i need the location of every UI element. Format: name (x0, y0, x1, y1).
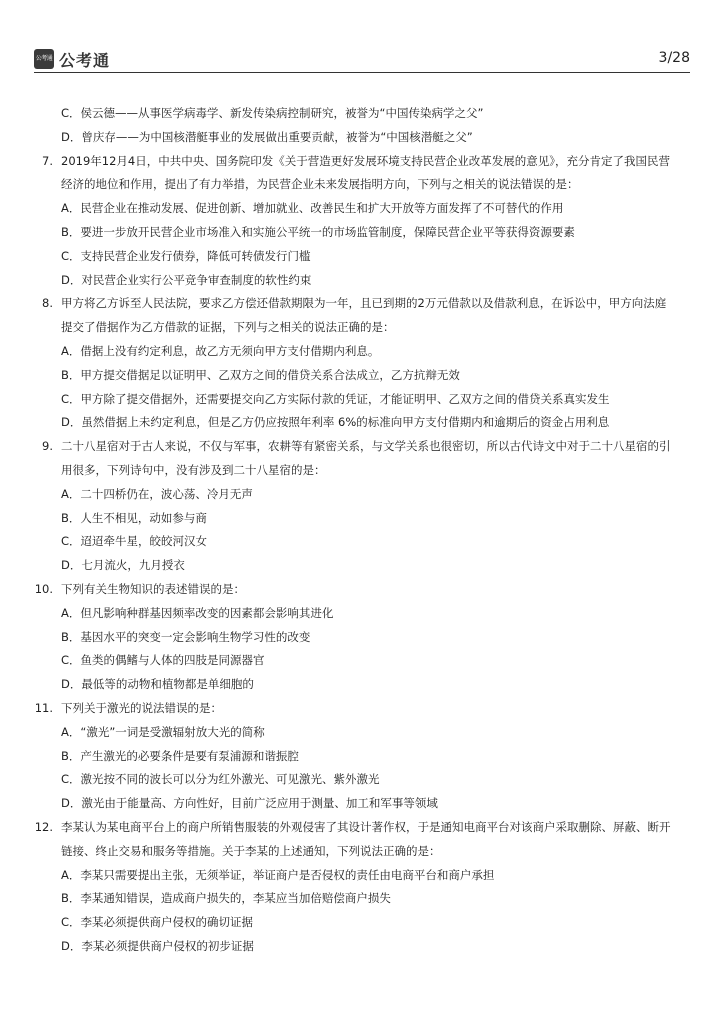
question-text: 用很多，下列诗句中，没有涉及到二十八星宿的是： (61, 462, 326, 477)
question-text: 链接、终止交易和服务等措施。关于李某的上述通知，下列说法正确的是： (61, 843, 441, 858)
option-b: B．基因水平的突变一定会影响生物学习性的改变 (61, 629, 311, 644)
question-10-stem (34, 578, 696, 602)
option-d: D．激光由于能量高、方向性好，目前广泛应用于测量、加工和军事等领域 (61, 796, 438, 811)
option-c: C．迢迢牵牛星，皎皎河汉女 (61, 534, 208, 549)
header-divider (34, 72, 690, 73)
option-a: A．李某只需要提出主张，无须举证，举证商户是否侵权的责任由电商平台和商户承担 (61, 867, 495, 882)
question-text: 二十八星宿对于古人来说，不仅与军事，农耕等有紧密关系，与文学关系也很密切，所以古代诗文中对于二十八星宿的引 (61, 439, 671, 454)
question-number: 7. (42, 153, 53, 168)
logo-text: 公考通 (59, 50, 111, 70)
option-c: C．李某必须提供商户侵权的确切证据 (61, 915, 254, 930)
option-c: C．激光按不同的波长可以分为红外激光、可见激光、紫外激光 (61, 772, 380, 787)
question-text: 经济的地位和作用，提出了有力举措，为民营企业未来发展指明方向，下列与之相关的说法错误的是： (61, 177, 579, 192)
logo-badge: 公考通 (34, 49, 54, 69)
option-c: C．支持民营企业发行债券，降低可转债发行门槛 (61, 248, 311, 263)
question-text: 下列有关生物知识的表述错误的是： (61, 581, 245, 596)
question-12-stem (34, 816, 696, 840)
logo (34, 48, 110, 70)
question-text: 2019年12月4日，中共中央、国务院印发《关于营造更好发展环境支持民营企业改革发展的意见》，充分肯定了我国民营 (61, 153, 670, 168)
question-9-stem (34, 435, 696, 459)
option-line: C．侯云德——从事医学病毒学、新发传染病控制研究，被誉为“中国传染病学之父” (61, 106, 484, 120)
question-text: 下列关于激光的说法错误的是： (61, 700, 222, 715)
option-d: D．李某必须提供商户侵权的初步证据 (61, 938, 254, 953)
question-number: 9. (42, 439, 53, 454)
option-d: D．七月流火，九月授衣 (61, 558, 185, 573)
question-number: 11. (34, 700, 53, 715)
option-a: A．“激光”一词是受激辐射放大光的简称 (61, 724, 265, 739)
option-b: B．要进一步放开民营企业市场准入和实施公平统一的市场监管制度，保障民营企业平等获得资源要素 (61, 224, 575, 239)
option-a: A．但凡影响种群基因频率改变的因素都会影响其进化 (61, 605, 334, 620)
page-number: 3/28 (658, 50, 690, 66)
question-number: 8. (42, 296, 53, 311)
option-d: D．最低等的动物和植物都是单细胞的 (61, 677, 254, 692)
question-11-stem (34, 697, 696, 721)
option-d: D．对民营企业实行公平竞争审查制度的软性约束 (61, 272, 312, 287)
question-text: 提交了借据作为乙方借款的证据，下列与之相关的说法正确的是： (61, 320, 395, 335)
question-7-stem (34, 150, 696, 174)
option-b: B．甲方提交借据足以证明甲、乙双方之间的借贷关系合法成立，乙方抗辩无效 (61, 367, 460, 382)
option-d: D．虽然借据上未约定利息，但是乙方仍应按照年利率 6%的标准向甲方支付借期内和逾期后的资金占用利息 (61, 415, 610, 430)
option-b: B．人生不相见，动如参与商 (61, 510, 207, 525)
option-a: A．二十四桥仍在，波心荡、冷月无声 (61, 486, 253, 501)
question-8-stem (34, 292, 696, 316)
option-b: B．李某通知错误，造成商户损失的，李某应当加倍赔偿商户损失 (61, 891, 391, 906)
option-a: A．民营企业在推动发展、促进创新、增加就业、改善民生和扩大开放等方面发挥了不可替代的作用 (61, 201, 564, 216)
option-c: C．甲方除了提交借据外，还需要提交向乙方实际付款的凭证，才能证明甲、乙双方之间的借贷关系真实发生 (61, 391, 610, 406)
option-a: A．借据上没有约定利息，故乙方无须向甲方支付借期内利息。 (61, 343, 380, 358)
question-number: 12. (34, 819, 53, 834)
option-line: D．曾庆存——为中国核潜艇事业的发展做出重要贡献，被誉为“中国核潜艇之父” (61, 129, 473, 144)
option-c: C．鱼类的偶鳍与人体的四肢是同源器官 (61, 653, 265, 668)
question-number: 10. (34, 581, 53, 596)
question-content (34, 102, 696, 959)
option-b: B．产生激光的必要条件是要有泵浦源和谐振腔 (61, 748, 299, 763)
page-header (34, 44, 690, 72)
question-text: 甲方将乙方诉至人民法院，要求乙方偿还借款期限为一年，且已到期的2万元借款以及借款利息，在诉讼中，甲方向法庭 (61, 296, 667, 311)
question-text: 李某认为某电商平台上的商户所销售服装的外观侵害了其设计著作权，于是通知电商平台对该商户采取删除、屏蔽、断开 (61, 819, 671, 834)
